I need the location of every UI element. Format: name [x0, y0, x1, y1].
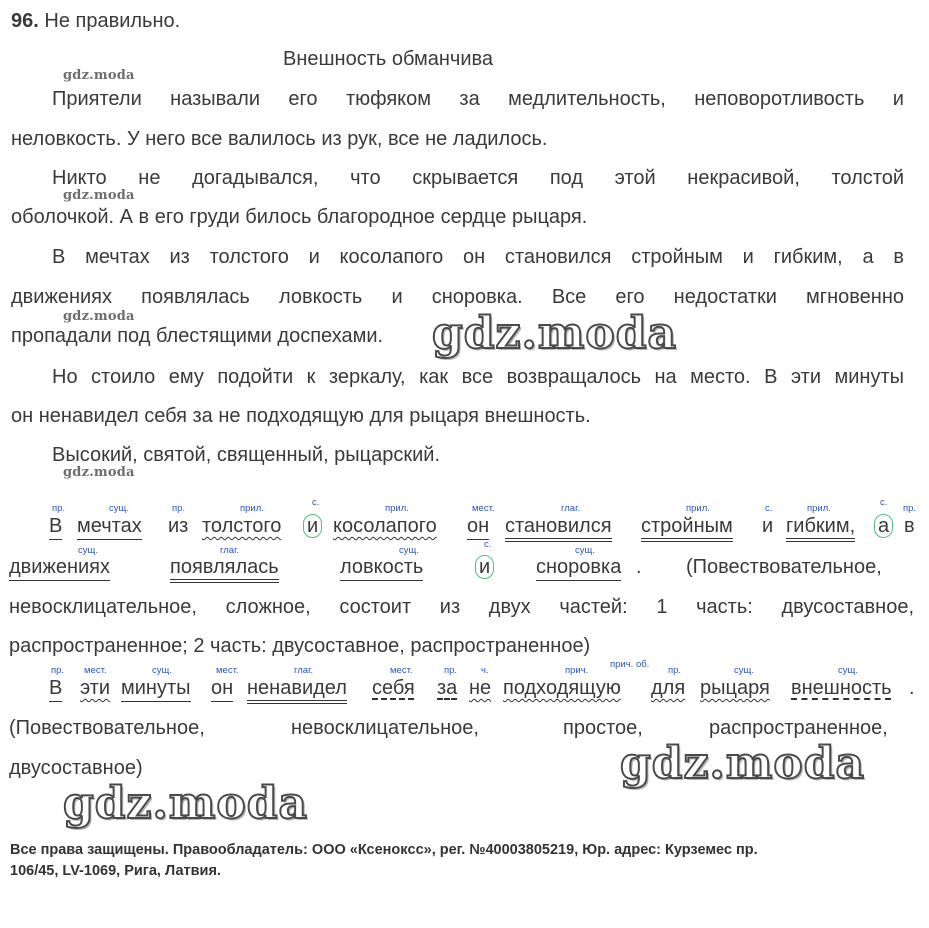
word: и — [892, 88, 904, 110]
task-header — [11, 9, 180, 33]
pos-tag: пр. — [52, 503, 66, 514]
word: сложное, — [225, 596, 311, 618]
word: в — [904, 515, 915, 537]
word: . — [636, 556, 642, 578]
pos-tag: пр. — [444, 665, 458, 676]
word: подходящую — [503, 677, 621, 699]
word: толстого — [202, 515, 282, 537]
word: толстой — [831, 167, 905, 189]
word: он — [467, 514, 489, 540]
pos-tag: мест. — [216, 665, 239, 676]
word: двух — [488, 596, 531, 618]
pos-tag: прил. — [807, 503, 831, 514]
word: из — [168, 515, 189, 537]
word: появлялась — [170, 555, 279, 583]
word: из — [169, 246, 190, 268]
word: состоит — [339, 596, 412, 618]
watermark-large: gdz.moda — [620, 738, 866, 789]
word: (Повествовательное, — [9, 717, 205, 739]
pos-tag: пр. — [903, 503, 917, 514]
pos-tag: сущ. — [152, 665, 172, 676]
pos-tag: ч. — [481, 665, 489, 676]
word: гибким, — [786, 514, 855, 542]
word: в — [893, 246, 904, 268]
pos-tag: прич. — [565, 665, 589, 676]
word: минуты — [121, 676, 191, 702]
p2-line2: оболочкой. А в его груди билось благородное сердце рыцаря. — [11, 206, 588, 228]
p4-line1: Но стоило ему подойти к зеркалу, как все возвращалось на место. В эти минуты — [52, 366, 904, 388]
word: простое, — [563, 717, 643, 739]
p3-line2 — [11, 285, 904, 309]
word: медлительность, — [508, 88, 666, 110]
word: частей: — [559, 596, 628, 618]
p5-line: Высокий, святой, священный, рыцарский. — [52, 444, 441, 466]
word: сноровка. — [431, 286, 523, 308]
analysis1-line3 — [9, 595, 914, 619]
analysis2-line3: двусоставное) — [9, 757, 143, 779]
task-number: 96. — [11, 10, 39, 32]
word: его — [288, 88, 318, 110]
word: движениях — [9, 555, 110, 581]
word: себя — [372, 677, 415, 699]
word: невосклицательное, — [291, 717, 479, 739]
analysis1-line4: распространенное; 2 часть: двусоставное, распространенное) — [9, 635, 591, 657]
word: толстого — [209, 246, 289, 268]
word: и — [742, 246, 754, 268]
word: становился — [505, 514, 612, 542]
word: Все — [551, 286, 587, 308]
word: Никто — [52, 167, 107, 189]
word: становился — [504, 246, 612, 268]
pos-tag: сущ. — [109, 503, 129, 514]
pos-tag: сущ. — [838, 665, 858, 676]
word: некрасивой, — [687, 167, 800, 189]
word: стройным — [631, 246, 723, 268]
pos-tag: глаг. — [294, 665, 314, 676]
pos-tag: пр. — [668, 665, 682, 676]
pos-tag: с. — [765, 503, 773, 514]
watermark-small: gdz.moda — [63, 68, 135, 83]
word: 1 — [656, 596, 668, 618]
word: Приятели — [52, 88, 142, 110]
word: недостатки — [673, 286, 777, 308]
word: часть: — [696, 596, 753, 618]
pos-tag: глаг. — [220, 545, 240, 556]
pos-tag: прил. — [385, 503, 409, 514]
word: его — [615, 286, 645, 308]
word: . — [909, 677, 915, 699]
pos-tag: прил. — [686, 503, 710, 514]
copyright-line2: 106/45, LV-1069, Рига, Латвия. — [10, 863, 221, 879]
word: скрывается — [412, 167, 519, 189]
word: из — [439, 596, 461, 618]
pos-tag: пр. — [172, 503, 186, 514]
pos-tag: мест. — [472, 503, 495, 514]
word: мгновенно — [806, 286, 904, 308]
pos-tag: сущ. — [575, 545, 595, 556]
pos-tag: с. — [880, 497, 888, 508]
conjunction-circle: и — [303, 514, 322, 538]
word: тюфяком — [345, 88, 432, 110]
word: называли — [170, 88, 261, 110]
pos-tag: пр. — [51, 665, 65, 676]
word: стройным — [641, 514, 733, 542]
p3-line1 — [52, 245, 904, 269]
watermark-large: gdz.moda — [432, 308, 678, 359]
word: и — [308, 246, 320, 268]
word: не — [138, 167, 161, 189]
word: ненавидел — [247, 676, 347, 704]
pos-tag: мест. — [390, 665, 413, 676]
pos-tag: прил. — [240, 503, 264, 514]
word: появлялась — [141, 286, 250, 308]
word: догадывался, — [192, 167, 319, 189]
word: распространенное, — [709, 717, 888, 739]
word: косолапого — [339, 246, 444, 268]
word: В — [49, 514, 62, 540]
word: косолапого — [333, 515, 437, 537]
copyright-line1: Все права защищены. Правообладатель: ООО «Ксенокcс», рег. №40003805219, Юр. адрес: Курземес пр. — [10, 842, 758, 858]
p4-line2: он ненавидел себя за не подходящую для рыцаря внешность. — [11, 405, 591, 427]
word: за — [459, 88, 480, 110]
word: он — [463, 246, 486, 268]
word: рыцаря — [700, 677, 770, 699]
pos-tag: с. — [312, 497, 320, 508]
pos-tag: сущ. — [734, 665, 754, 676]
p1-line2: неловкость. У него все валилось из рук, все не ладилось. — [11, 128, 548, 150]
watermark-small: gdz.moda — [63, 465, 135, 480]
word: внешность — [791, 677, 892, 699]
word: В — [49, 676, 62, 702]
p1-line1 — [52, 87, 904, 111]
pos-tag: глаг. — [561, 503, 581, 514]
word: ловкость — [340, 555, 423, 581]
word: мечтах — [77, 514, 142, 540]
word: сноровка — [536, 555, 621, 581]
word: а — [862, 246, 874, 268]
word: невосклицательное, — [9, 596, 197, 618]
word: гибким, — [773, 246, 843, 268]
word: (Повествовательное, — [686, 556, 882, 578]
word: двусоставное, — [781, 596, 915, 618]
conjunction-circle: а — [874, 514, 893, 538]
word: не — [469, 677, 492, 699]
word: для — [651, 677, 686, 699]
word: он — [211, 676, 233, 702]
pos-tag: сущ. — [399, 545, 419, 556]
conjunction-circle: и — [475, 555, 494, 579]
word: и — [391, 286, 403, 308]
watermark-small: gdz.moda — [63, 309, 135, 324]
word: неповоротливость — [694, 88, 865, 110]
word: движениях — [11, 286, 113, 308]
word: ловкость — [278, 286, 363, 308]
word: мечтах — [85, 246, 150, 268]
p2-line1 — [52, 166, 904, 190]
word: этой — [614, 167, 656, 189]
word: под — [549, 167, 584, 189]
pos-tag: с. — [484, 539, 492, 550]
p3-line3: пропадали под блестящими доспехами. — [11, 325, 384, 347]
watermark-large: gdz.moda — [63, 778, 309, 829]
watermark-small: gdz.moda — [63, 188, 135, 203]
pos-tag: прич. об. — [610, 659, 650, 670]
word: В — [52, 246, 66, 268]
pos-tag: мест. — [84, 665, 107, 676]
word: эти — [80, 677, 111, 699]
task-answer: Не правильно. — [44, 10, 181, 32]
pos-tag: сущ. — [78, 545, 98, 556]
word: за — [437, 677, 458, 699]
word: что — [350, 167, 381, 189]
word: и — [762, 515, 774, 537]
story-title: Внешность обманчива — [283, 48, 494, 70]
